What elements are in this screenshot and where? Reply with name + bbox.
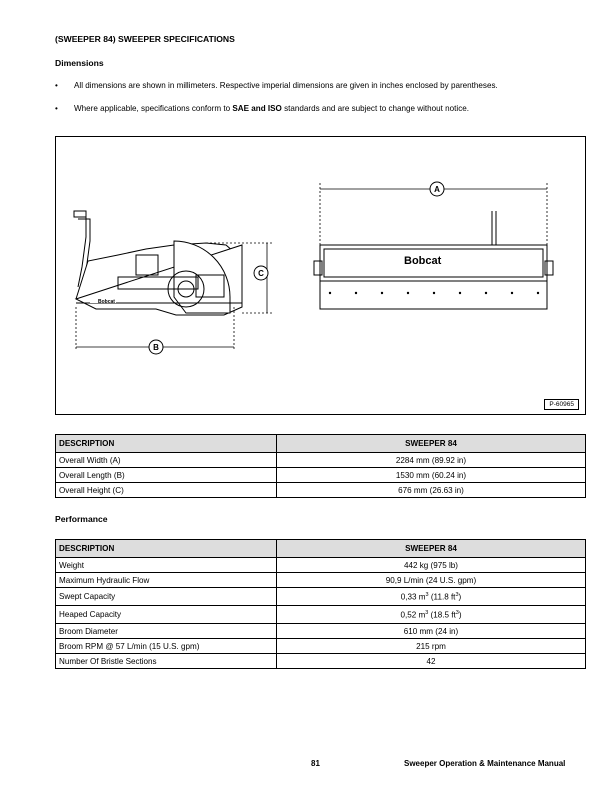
row-label: Broom RPM @ 57 L/min (15 U.S. gpm) (56, 639, 277, 654)
row-value: 215 rpm (277, 639, 586, 654)
table-row (56, 558, 586, 573)
dimensions-figure (55, 136, 586, 415)
bullet-bold-text: SAE and ISO (232, 104, 282, 113)
row-label: Swept Capacity (56, 588, 277, 606)
label-c: C (258, 269, 264, 278)
dimensions-table (55, 434, 586, 498)
header-description: DESCRIPTION (56, 540, 277, 558)
row-value: 442 kg (975 lb) (277, 558, 586, 573)
row-value: 0,52 $m^3$ (18.5 $ft^3$) (277, 606, 586, 624)
performance-table (55, 539, 586, 669)
header-model: SWEEPER 84 (277, 435, 586, 453)
row-label: Overall Width (A) (56, 453, 277, 468)
table-row (56, 483, 586, 498)
row-label: Broom Diameter (56, 624, 277, 639)
row-value: 2284 mm (89.92 in) (277, 453, 586, 468)
side-logo: Bobcat (98, 299, 115, 305)
row-label: Maximum Hydraulic Flow (56, 573, 277, 588)
table-row (56, 573, 586, 588)
bullet-dot: • (55, 104, 58, 113)
table-row (56, 606, 586, 624)
dimensions-heading: Dimensions (55, 58, 104, 68)
row-value: 610 mm (24 in) (277, 624, 586, 639)
table-header-row (56, 435, 586, 453)
table-row (56, 654, 586, 669)
manual-title: Sweeper Operation & Maintenance Manual (404, 759, 566, 768)
bullet-text: Where applicable, specifications conform to SAE and ISO standards and are subject to change without notice. (74, 104, 470, 113)
label-a: A (434, 185, 440, 194)
page-number: 81 (311, 759, 320, 768)
header-model: SWEEPER 84 (277, 540, 586, 558)
row-value: 1530 mm (60.24 in) (277, 468, 586, 483)
page-title: (SWEEPER 84) SWEEPER SPECIFICATIONS (55, 34, 235, 44)
label-b: B (153, 343, 159, 352)
figure-part-number: P-60965 (544, 399, 579, 410)
bullet-dot: • (55, 81, 58, 90)
table-row (56, 588, 586, 606)
header-description: DESCRIPTION (56, 435, 277, 453)
table-row (56, 639, 586, 654)
table-row (56, 624, 586, 639)
bullet-text: All dimensions are shown in millimeters. Respective imperial dimensions are given in inches enclosed by parentheses. (74, 81, 498, 90)
row-label: Number Of Bristle Sections (56, 654, 277, 669)
row-label: Weight (56, 558, 277, 573)
bobcat-logo: Bobcat (404, 255, 442, 267)
row-label: Overall Length (B) (56, 468, 277, 483)
row-value: 90,9 L/min (24 U.S. gpm) (277, 573, 586, 588)
row-value: 676 mm (26.63 in) (277, 483, 586, 498)
table-row (56, 453, 586, 468)
row-value: 0,33 $m^3$ (11.8 $ft^3$) (277, 588, 586, 606)
row-label: Overall Height (C) (56, 483, 277, 498)
sweeper-drawing (56, 137, 587, 416)
table-row (56, 468, 586, 483)
table-header-row (56, 540, 586, 558)
row-value: 42 (277, 654, 586, 669)
performance-heading: Performance (55, 514, 108, 524)
row-label: Heaped Capacity (56, 606, 277, 624)
